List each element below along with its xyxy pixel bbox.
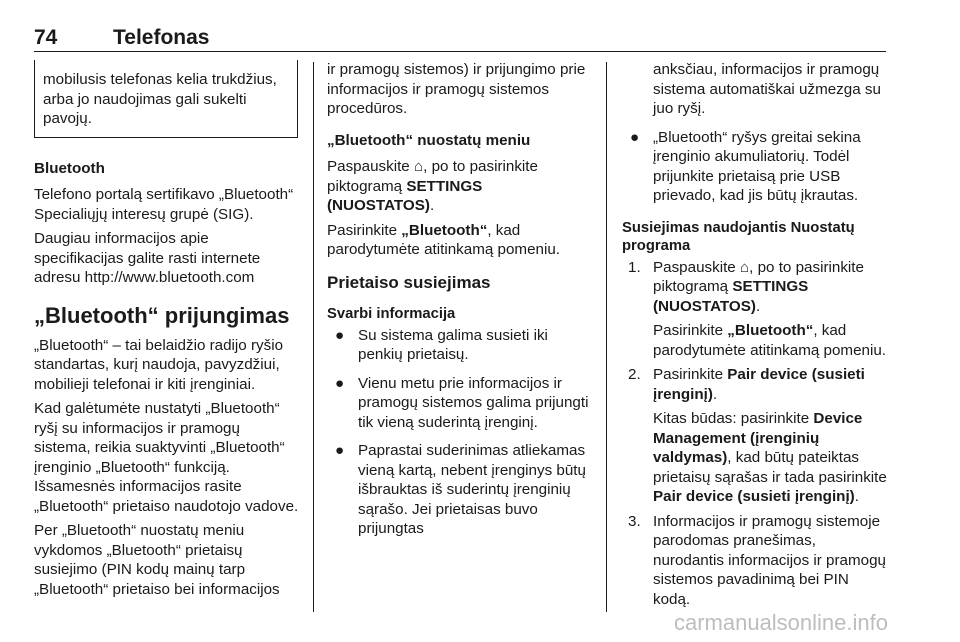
bullet-icon: ● (335, 442, 345, 459)
home-icon: ⌂ (413, 158, 424, 175)
list-item: ● Su sistema galima susieti iki penkių prietaisų. (335, 326, 548, 363)
settings-menu-paragraph-1: Paspauskite ⌂, po to pasirinkite piktogramą SETTINGS (NUOSTATOS). (327, 158, 538, 214)
list-item: ● Vienu metu prie informacijos ir pramogų sistemos galima prijungti tik vieną suderintą įrenginį. (335, 374, 589, 431)
step-1: 1. Paspauskite ⌂, po to pasirinkite piktogramą SETTINGS (NUOSTATOS). Pasirinkite „Bluetooth“, kad parodytumėte atitinkamą pomeniu. (628, 258, 887, 359)
step-2: 2. Pasirinkite Pair device (susieti įrenginį). Kitas būdas: pasirinkite Device Management (įrenginių valdymas), kad būtų pateiktas prietaisų sąrašas ir tada pasirinkite Pair device (susieti įrenginį). (628, 366, 887, 505)
section-paragraph-3: Per „Bluetooth“ nuostatų meniu vykdomos „Bluetooth“ prietaisų susiejimo (PIN kodų mainų tarp „Bluetooth“ prietaiso bei informacijos (34, 522, 280, 598)
page-header (34, 26, 886, 50)
bluetooth-paragraph-1: Telefono portalą sertifikavo „Bluetooth“ Specialiųjų interesų grupė (SIG). (34, 186, 294, 223)
section-paragraph-1: „Bluetooth“ – tai belaidžio radijo ryšio standartas, kurį naudoja, pavyzdžiui, mobilieji telefonai ir kiti įrenginiai. (34, 336, 284, 393)
warning-box (34, 60, 298, 138)
pairing-heading: Prietaiso susiejimas (327, 272, 491, 292)
bullet-icon: ● (335, 326, 345, 344)
bullet-icon: ● (335, 374, 345, 392)
watermark: carmanualsonline.info (673, 610, 888, 635)
chapter-title: Telefonas (113, 26, 210, 49)
column-divider-2 (606, 62, 607, 612)
page-number: 74 (34, 26, 58, 49)
bluetooth-paragraph-2: Daugiau informacijos apie specifikacijas galite rasti internete adresu http://www.bluetooth.com (34, 230, 261, 286)
home-icon: ⌂ (739, 258, 750, 276)
continued-text: anksčiau, informacijos ir pramogų sistema automatiškai užmezga su juo ryšį. (653, 61, 881, 117)
bluetooth-heading: Bluetooth (34, 159, 105, 177)
column-1 (34, 60, 300, 604)
column-3 (622, 60, 888, 614)
list-item: ● „Bluetooth“ ryšys greitai sekina įrenginio akumuliatorių. Todėl prijunkite prietaisą prie USB prievado, kad jis būtų įkrautas. (630, 128, 861, 204)
header-rule (34, 51, 886, 52)
settings-menu-heading: „Bluetooth“ nuostatų meniu (327, 131, 531, 149)
settings-menu-paragraph-2: Pasirinkite „Bluetooth“, kad parodytumėte atitinkamą pomeniu. (327, 221, 561, 258)
section-paragraph-2: Kad galėtumėte nustatyti „Bluetooth“ ryšį su informacijos ir pramogų sistema, reikia suaktyvinti „Bluetooth“ įrenginio „Bluetooth“ funkciją. Išsamesnės informacijos rasite „Bluetooth“ prietaiso naudotojo vadove. (34, 400, 299, 515)
column-2 (327, 60, 593, 548)
program-pairing-heading: Susiejimas naudojantis Nuostatų programa (622, 219, 855, 254)
section-title: „Bluetooth“ prijungimas (34, 302, 290, 328)
column-divider-1 (313, 62, 314, 612)
warning-text: mobilusis telefonas kelia trukdžius, arba jo naudojimas gali sukelti pavojų. (43, 71, 277, 127)
list-item: ● Paprastai suderinimas atliekamas vieną kartą, nebent įrenginys būtų išbrauktas iš suderintų įrenginių sąrašo. Jei prietaisas buvo prijungtas (335, 442, 586, 537)
step-3: 3. Informacijos ir pramogų sistemoje parodomas pranešimas, nurodantis informacijos ir pramogų sistemos pavadinimą bei PIN kodą. (628, 512, 886, 608)
continued-text: ir pramogų sistemos) ir prijungimo prie informacijos ir pramogų sistemos procedūros. (327, 61, 586, 117)
bullet-icon: ● (630, 128, 640, 146)
important-info-heading: Svarbi informacija (327, 306, 456, 322)
